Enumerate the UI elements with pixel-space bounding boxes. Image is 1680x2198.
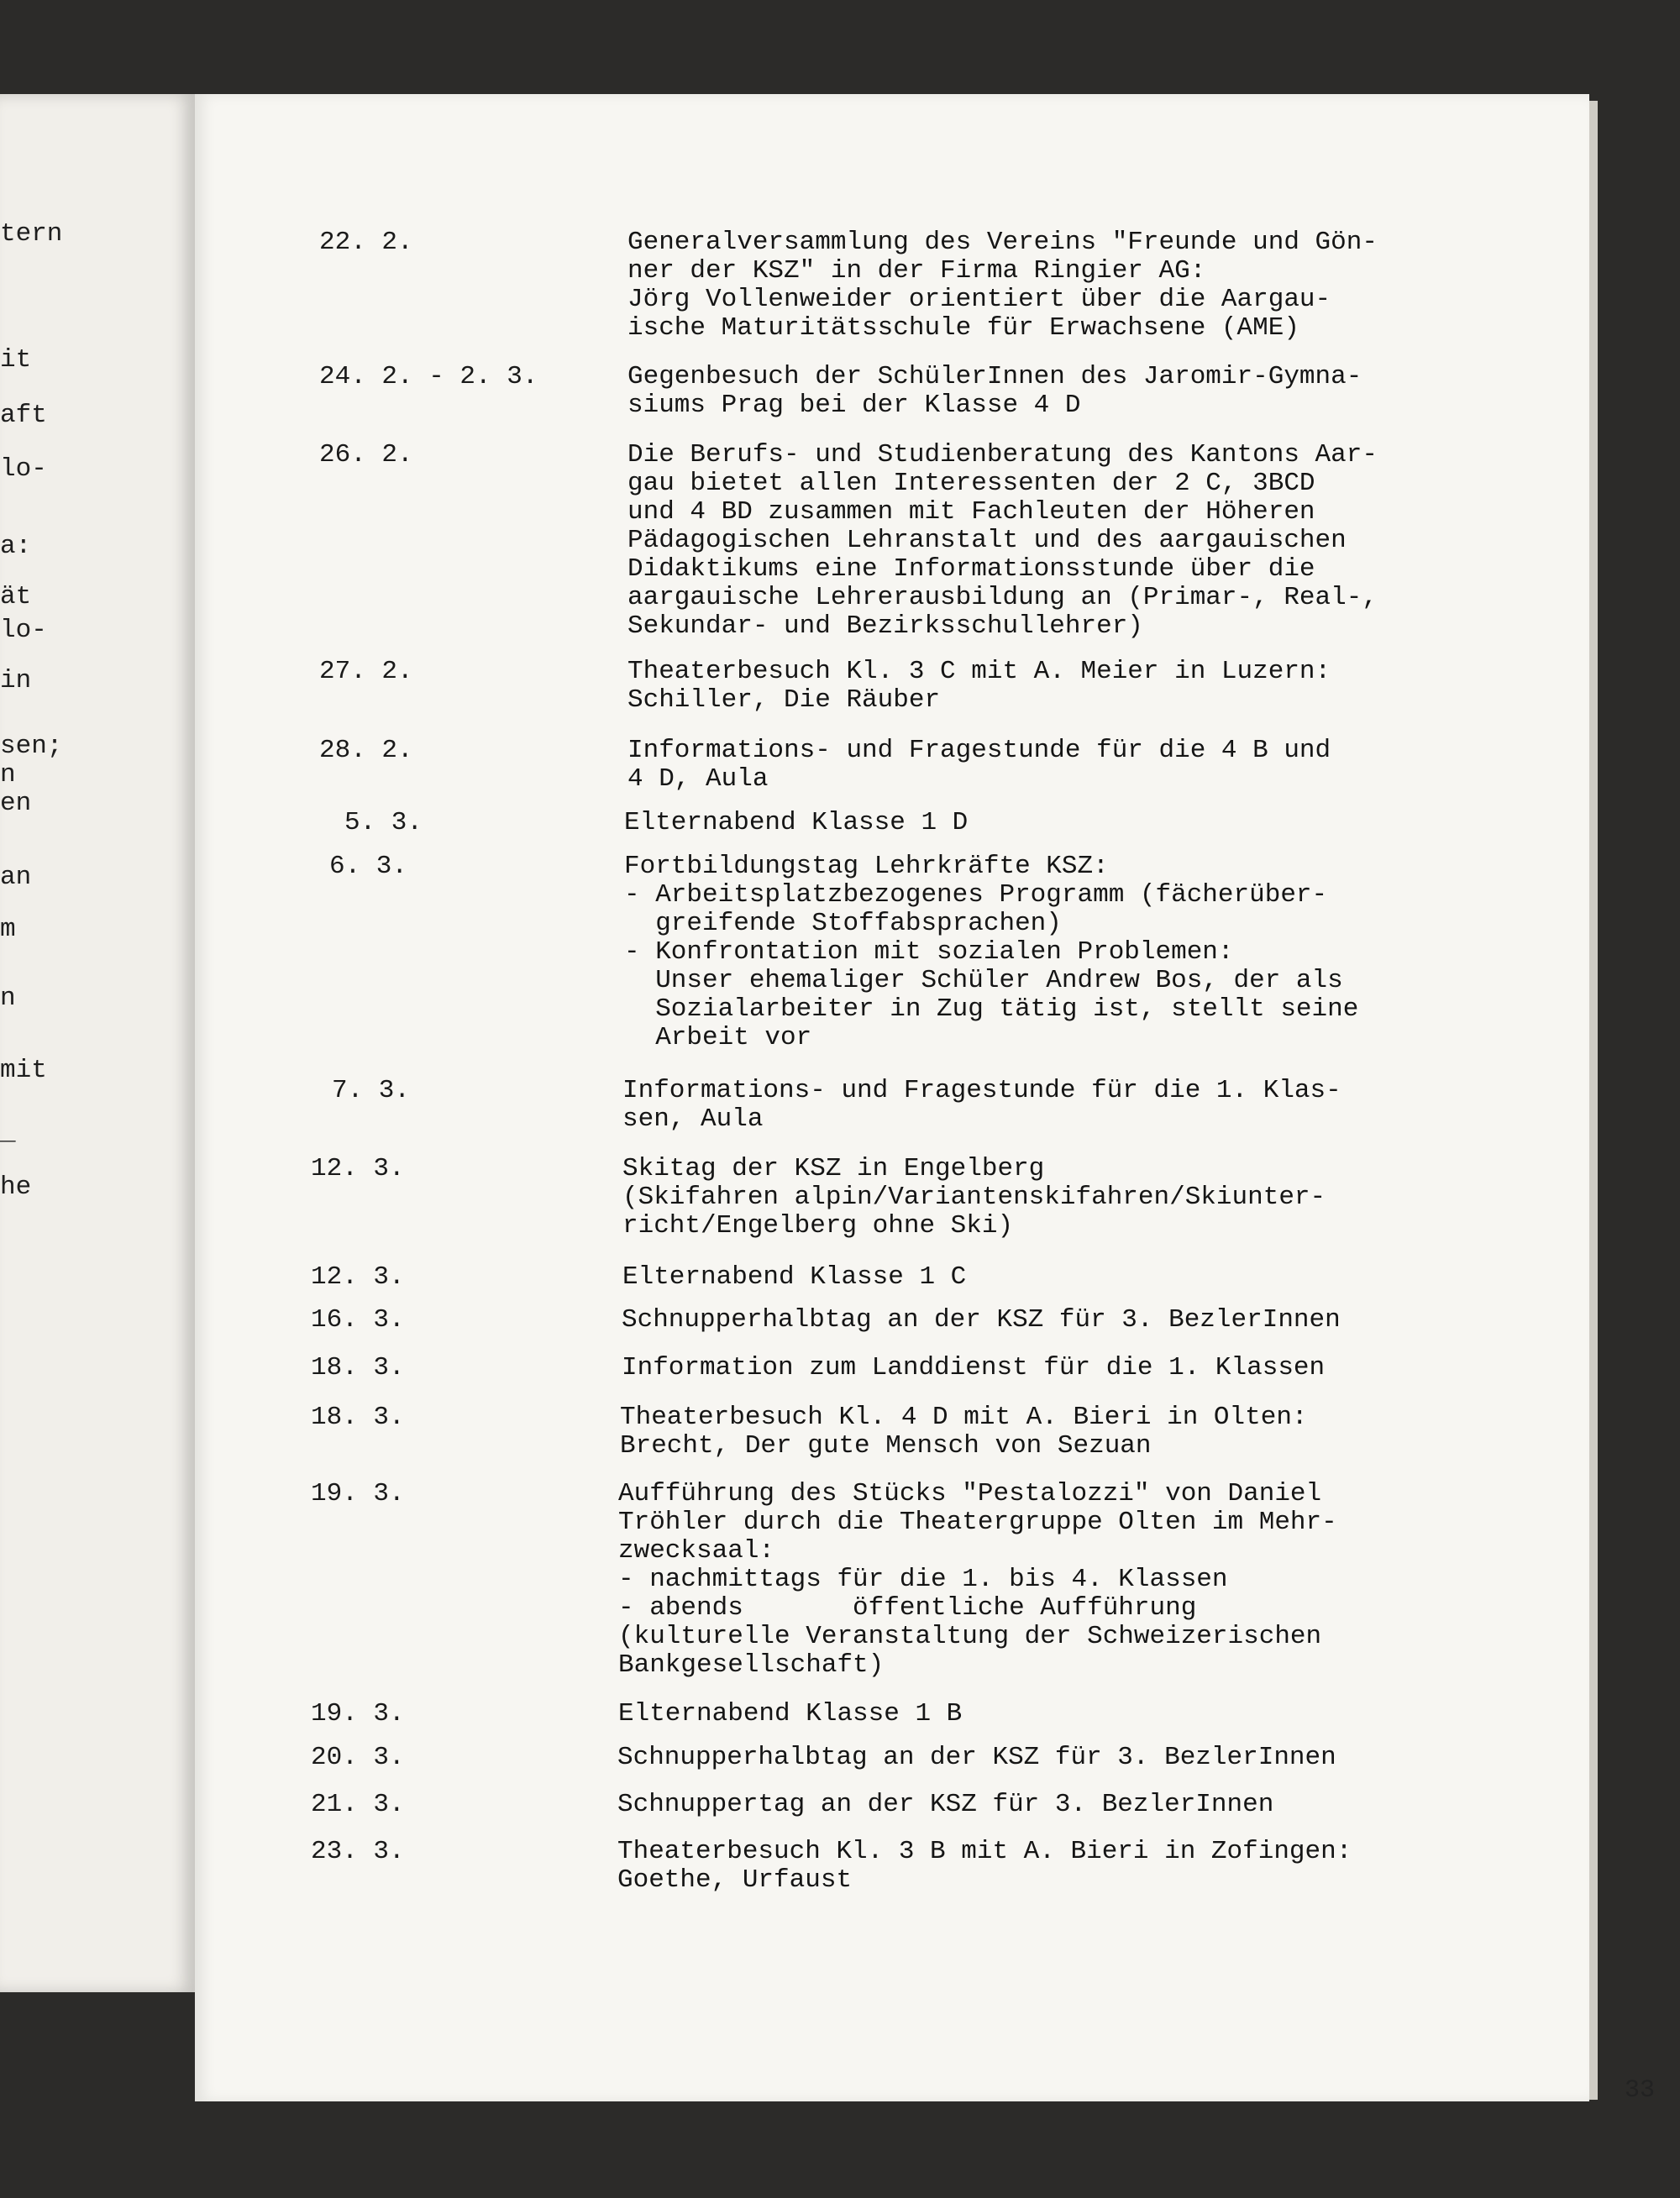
entry-line: richt/Engelberg ohne Ski): [622, 1211, 1014, 1241]
entry-line: ische Maturitätsschule für Erwachsene (AME): [627, 313, 1299, 343]
entry-line: - Konfrontation mit sozialen Problemen:: [624, 937, 1234, 967]
entry-description: [620, 1403, 1468, 1461]
left-page-fragment: an: [0, 863, 32, 892]
entry-line: Brecht, Der gute Mensch von Sezuan: [620, 1431, 1152, 1461]
entry-line: Schnupperhalbtag an der KSZ für 3. BezlerInnen: [622, 1305, 1341, 1335]
entry-line: Theaterbesuch Kl. 4 D mit A. Bieri in Olten:: [620, 1403, 1308, 1432]
entry-date: 6. 3.: [329, 852, 408, 881]
left-page: [0, 94, 195, 1992]
entry-line: Informations- und Fragestunde für die 1. Klas-: [622, 1076, 1341, 1105]
entry-description: [627, 228, 1476, 343]
entry-line: Elternabend Klasse 1 D: [624, 808, 969, 837]
entry-line: Arbeit vor: [624, 1023, 812, 1052]
entry-line: Schiller, Die Räuber: [627, 685, 941, 715]
left-page-fragment: mit: [0, 1057, 47, 1085]
entry-line: Goethe, Urfaust: [617, 1865, 853, 1895]
entry-description: [622, 1354, 1470, 1382]
left-page-fragment: sen;: [0, 732, 63, 761]
left-page-fragment: it: [0, 346, 32, 375]
entry-description: [618, 1480, 1467, 1680]
entry-description: [617, 1744, 1466, 1772]
entry-date: 19. 3.: [311, 1699, 405, 1728]
page-edge: [1589, 101, 1598, 2100]
left-page-fragment: a:: [0, 532, 32, 561]
entry-line: greifende Stoffabsprachen): [624, 909, 1062, 938]
left-page-fragment: n: [0, 761, 16, 789]
entry-date: 26. 2.: [319, 440, 413, 470]
entry-line: Gegenbesuch der SchülerInnen des Jaromir-Gymna-: [627, 362, 1362, 391]
entry-line: Theaterbesuch Kl. 3 C mit A. Meier in Luzern:: [627, 657, 1331, 686]
left-page-fragment: aft: [0, 401, 47, 430]
entry-description: [622, 1155, 1471, 1241]
entry-line: Schnuppertag an der KSZ für 3. BezlerInnen: [617, 1790, 1274, 1819]
entry-description: [622, 1263, 1471, 1292]
entry-date: 21. 3.: [311, 1790, 405, 1819]
entry-line: Didaktikums eine Informationsstunde über die: [627, 554, 1315, 584]
entry-line: - Arbeitsplatzbezogenes Programm (fächerüber-: [624, 880, 1328, 910]
entry-line: und 4 BD zusammen mit Fachleuten der Höheren: [627, 497, 1315, 527]
entry-line: Pädagogischen Lehranstalt und des aargauischen: [627, 526, 1347, 555]
left-page-fragment: ät: [0, 583, 32, 611]
entry-line: ner der KSZ" in der Firma Ringier AG:: [627, 256, 1206, 286]
entry-date: 18. 3.: [311, 1353, 405, 1382]
entry-line: Fortbildungstag Lehrkräfte KSZ:: [624, 852, 1109, 881]
entry-description: [627, 737, 1476, 794]
entry-line: Skitag der KSZ in Engelberg: [622, 1154, 1045, 1183]
entry-line: 4 D, Aula: [627, 764, 769, 794]
entry-date: 23. 3.: [311, 1837, 405, 1866]
entry-line: Elternabend Klasse 1 B: [618, 1699, 963, 1728]
entry-line: Informations- und Fragestunde für die 4 B und: [627, 736, 1331, 765]
entry-line: Schnupperhalbtag an der KSZ für 3. BezlerInnen: [617, 1743, 1336, 1772]
entry-line: Bankgesellschaft): [618, 1650, 885, 1680]
entry-line: Theaterbesuch Kl. 3 B mit A. Bieri in Zofingen:: [617, 1837, 1352, 1866]
entry-description: [627, 441, 1476, 641]
entry-date: 22. 2.: [319, 228, 413, 257]
right-page: [195, 94, 1656, 2105]
left-page-fragment: n: [0, 984, 16, 1013]
entry-date: 16. 3.: [311, 1305, 405, 1335]
entry-line: Aufführung des Stücks "Pestalozzi" von Daniel: [618, 1479, 1322, 1508]
entry-date: 5. 3.: [344, 808, 423, 837]
entry-line: siums Prag bei der Klasse 4 D: [627, 391, 1081, 420]
entry-description: [627, 363, 1476, 420]
entry-line: (kulturelle Veranstaltung der Schweizerischen: [618, 1622, 1322, 1651]
entry-date: 12. 3.: [311, 1262, 405, 1292]
entry-date: 12. 3.: [311, 1154, 405, 1183]
left-page-fragment: tern: [0, 220, 63, 249]
entry-date: 18. 3.: [311, 1403, 405, 1432]
entry-line: zwecksaal:: [618, 1536, 775, 1566]
entry-line: - nachmittags für die 1. bis 4. Klassen: [618, 1565, 1228, 1594]
entry-description: [617, 1838, 1466, 1895]
entry-date: 27. 2.: [319, 657, 413, 686]
entry-line: Elternabend Klasse 1 C: [622, 1262, 967, 1292]
entry-line: Tröhler durch die Theatergruppe Olten im Mehr-: [618, 1508, 1337, 1537]
entry-description: [622, 1077, 1471, 1134]
page-number: 33: [1625, 2076, 1656, 2105]
entry-description: [618, 1700, 1467, 1728]
entry-date: 19. 3.: [311, 1479, 405, 1508]
entry-description: [622, 1306, 1470, 1335]
entry-line: gau bietet allen Interessenten der 2 C, 3BCD: [627, 469, 1315, 498]
entry-date: 28. 2.: [319, 736, 413, 765]
left-page-fragment: in: [0, 667, 32, 695]
entry-description: [617, 1791, 1466, 1819]
left-page-fragment: lo-: [0, 616, 47, 645]
entry-line: Sozialarbeiter in Zug tätig ist, stellt seine: [624, 994, 1359, 1024]
entry-line: sen, Aula: [622, 1104, 764, 1134]
entry-date: 20. 3.: [311, 1743, 405, 1772]
entry-line: - abends öffentliche Aufführung: [618, 1593, 1197, 1623]
entry-description: [624, 809, 1473, 837]
left-page-fragment: m: [0, 915, 16, 944]
left-page-fragment: lo-: [0, 455, 47, 484]
left-page-fragment: en: [0, 789, 32, 818]
entry-line: Information zum Landdienst für die 1. Klassen: [622, 1353, 1326, 1382]
entry-line: aargauische Lehrerausbildung an (Primar-, Real-,: [627, 583, 1378, 612]
entry-description: [624, 852, 1473, 1052]
entry-description: [627, 658, 1476, 715]
entry-line: (Skifahren alpin/Variantenskifahren/Skiunter-: [622, 1183, 1326, 1212]
entry-date: 7. 3.: [332, 1076, 411, 1105]
entry-line: Unser ehemaliger Schüler Andrew Bos, der als: [624, 966, 1343, 995]
entry-line: Jörg Vollenweider orientiert über die Aargau-: [627, 285, 1331, 314]
entry-line: Sekundar- und Bezirksschullehrer): [627, 611, 1143, 641]
entry-line: Die Berufs- und Studienberatung des Kantons Aar-: [627, 440, 1378, 470]
left-page-fragment: he: [0, 1173, 32, 1202]
entry-line: Generalversammlung des Vereins "Freunde und Gön-: [627, 228, 1378, 257]
entry-date: 24. 2. - 2. 3.: [319, 362, 538, 391]
left-page-fragment: _: [0, 1119, 16, 1147]
